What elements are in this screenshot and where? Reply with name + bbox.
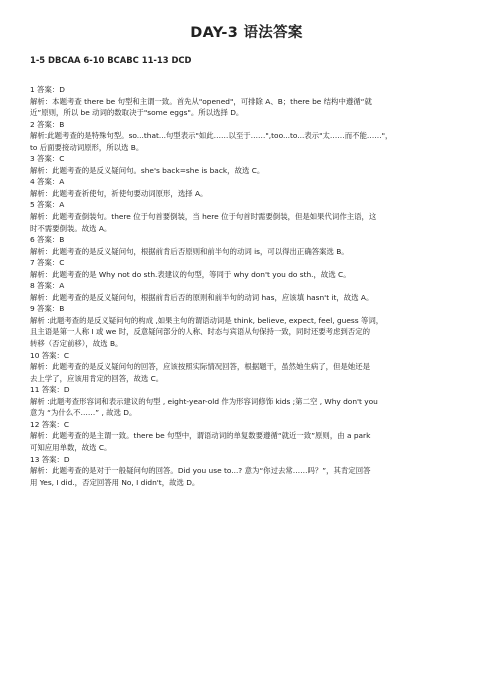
explanation-line: 意为 “为什么不……” , 故选 D。	[30, 408, 137, 418]
explanation-line: 解析：本题考查 there be 句型和主谓一致。首先从"opened"，可排除 A、B；there be 结构中遵循“就	[30, 96, 372, 106]
explanation-line: 解析 :此题考查形容词和表示建议的句型 , eight-year-old 作为形容词修饰 kids ;第二空 , Why don't you	[30, 396, 378, 406]
answer-item	[30, 257, 468, 280]
explanation-line: 可知应用单数，故选 C。	[30, 442, 112, 452]
explanation-line: 解析：此题考查的是主谓一致。there be 句型中，谓语动词的单复数要遵循“就近一致”原则，由 a park	[30, 431, 371, 441]
answer-item	[30, 119, 468, 154]
explanation-line: 转移（否定前移），故选 B。	[30, 339, 123, 349]
explanation-line: 且主语是第一人称 I 或 we 时，反意疑问部分的人称、时态与宾语从句保持一致，同时还要考虑到否定的	[30, 327, 370, 337]
answer-heading: 13 答案：D	[30, 454, 70, 464]
answer-item	[30, 176, 468, 199]
answer-heading: 2 答案：B	[30, 119, 65, 129]
explanation-line: 解析：此题考查的是反义疑问句。she's back=she is back，故选 C。	[30, 165, 265, 175]
explanation-line: 解析：此题考查的是反义疑问句，根据前肯后否的原则和前半句的动词 has，应该填 hasn't it，故选 A。	[30, 292, 374, 302]
explanation-line: 去上学了，应该用肯定的回答，故选 C。	[30, 373, 164, 383]
answer-heading: 11 答案：D	[30, 385, 70, 395]
answer-item	[30, 454, 468, 489]
explanation-line: 时不需要倒装。故选 A。	[30, 223, 112, 233]
explanation-line: 解析 :此题考查的是反义疑问句的构成 ,如果主句的谓语动词是 think, believe, expect, feel, guess 等词，	[30, 315, 384, 325]
explanation-line: 解析：此题考查祈使句，祈使句要动词原形，选择 A。	[30, 188, 208, 198]
answer-item	[30, 199, 468, 234]
answer-heading: 12 答案：C	[30, 419, 70, 429]
explanation-line: to 后面要接动词原形，所以选 B。	[30, 142, 144, 152]
answer-item	[30, 234, 468, 257]
answer-item	[30, 303, 468, 349]
page-title: DAY-3 语法答案	[190, 25, 303, 41]
explanation-line: 近”原则，所以 be 动词的数取决于"some eggs"。所以选择 D。	[30, 108, 244, 118]
answer-heading: 5 答案：A	[30, 200, 65, 210]
answer-heading: 4 答案：A	[30, 177, 65, 187]
answer-item	[30, 350, 468, 385]
answer-item	[30, 384, 468, 419]
answer-item	[30, 153, 468, 176]
answer-heading: 9 答案：B	[30, 304, 65, 314]
answer-key: 1-5 DBCAA 6-10 BCABC 11-13 DCD	[30, 55, 192, 65]
explanation-line: 解析：此题考查的是反义疑问句的回答，应该按照实际情况回答，根据题干，虽然她生病了，但是她还是	[30, 362, 370, 372]
explanations	[30, 84, 468, 488]
answer-heading: 1 答案：D	[30, 85, 65, 94]
answer-heading: 10 答案：C	[30, 350, 70, 360]
explanation-line: 解析：此题考查的是 Why not do sth.表建议的句型，等同于 why don't you do sth.，故选 C。	[30, 269, 351, 279]
explanation-line: 解析：此题考查的是对于一般疑问句的回答。Did you use to...? 意为“你过去常……吗？”，其肯定回答	[30, 466, 371, 476]
answer-item	[30, 84, 468, 119]
answer-heading: 6 答案：B	[30, 235, 65, 245]
answer-item	[30, 280, 468, 303]
answer-heading: 7 答案：C	[30, 258, 65, 268]
answer-heading: 3 答案：C	[30, 154, 65, 164]
answer-item	[30, 419, 468, 454]
explanation-line: 解析：此题考查倒装句。there 位于句首要倒装，当 here 位于句首时需要倒装，但是如果代词作主语，这	[30, 212, 377, 222]
explanation-line: 用 Yes, I did.，否定回答用 No, I didn't，故选 D。	[30, 477, 200, 487]
answer-heading: 8 答案：A	[30, 281, 65, 291]
explanation-line: 解析:此题考查的是特殊句型。so...that...句型表示"如此……以至于……",too...to...表示"太……而不能……"，	[30, 131, 393, 141]
explanation-line: 解析：此题考查的是反义疑问句，根据前肯后否原则和前半句的动词 is，可以得出正确答案选 B。	[30, 246, 349, 256]
